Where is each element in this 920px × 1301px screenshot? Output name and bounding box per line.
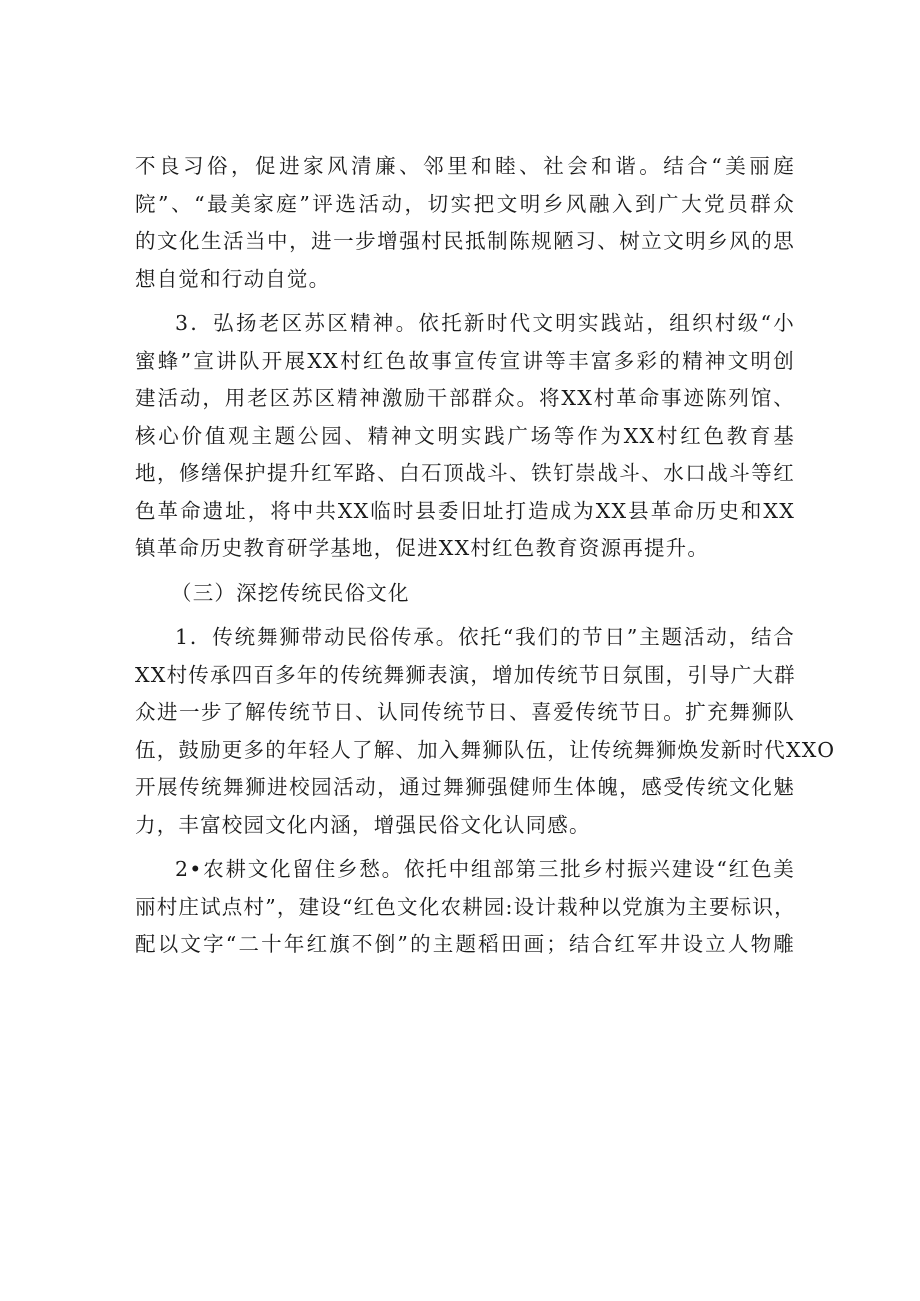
paragraph-1 bbox=[135, 148, 795, 298]
paragraph-line: XX村传承四百多年的传统舞狮表演，增加传统节日氛围，引导广大群 bbox=[135, 662, 796, 687]
paragraph-line: 伍，鼓励更多的年轻人了解、加入舞狮队伍，让传统舞狮焕发新时代XXO bbox=[135, 737, 836, 762]
paragraph-line: 配以文字“二十年红旗不倒”的主题稻田画；结合红军井设立人物雕 bbox=[135, 932, 795, 956]
paragraph-line: 蜜蜂”宣讲队开展XX村红色故事宣传宣讲等丰富多彩的精神文明创 bbox=[135, 348, 795, 373]
paragraph-3 bbox=[135, 619, 836, 844]
paragraph-line: 的文化生活当中，进一步增强村民抵制陈规陋习、树立文明乡风的思 bbox=[135, 229, 795, 253]
paragraph-line: 丽村庄试点村”，建设“红色文化农耕园:设计栽种以党旗为主要标识， bbox=[135, 894, 796, 919]
document-page bbox=[135, 148, 836, 964]
paragraph-line: 想自觉和行动自觉。 bbox=[135, 266, 331, 291]
paragraph-line: 不良习俗，促进家风清廉、邻里和睦、社会和谐。结合“美丽庭 bbox=[135, 154, 795, 178]
paragraph-line: 开展传统舞狮进校园活动，通过舞狮强健师生体魄，感受传统文化魅 bbox=[135, 775, 795, 799]
paragraph-line: 3．弘扬老区苏区精神。依托新时代文明实践站，组织村级“小 bbox=[175, 311, 795, 335]
paragraph-4 bbox=[135, 851, 795, 964]
paragraph-line: 建活动，用老区苏区精神激励干部群众。将XX村革命事迹陈列馆、 bbox=[135, 386, 795, 410]
section-heading: （三）深挖传统民俗文化 bbox=[171, 580, 410, 605]
paragraph-line: 镇革命历史教育研学基地，促进XX村红色教育资源再提升。 bbox=[135, 536, 710, 560]
paragraph-line: 众进一步了解传统节日、认同传统节日、喜爱传统节日。扩充舞狮队 bbox=[135, 700, 795, 724]
paragraph-line: 核心价值观主题公园、精神文明实践广场等作为XX村红色教育基 bbox=[135, 423, 795, 448]
paragraph-line: 地，修缮保护提升红军路、白石顶战斗、铁钉崇战斗、水口战斗等红 bbox=[135, 461, 795, 485]
paragraph-line: 色革命遗址，将中共XX临时县委旧址打造成为XX县革命历史和XX bbox=[135, 498, 795, 523]
paragraph-line: 力，丰富校园文化内涵，增强民俗文化认同感。 bbox=[135, 812, 591, 837]
paragraph-line: 院”、“最美家庭”评选活动，切实把文明乡风融入到广大党员群众 bbox=[135, 191, 795, 216]
paragraph-2 bbox=[135, 305, 795, 568]
paragraph-line: 2•农耕文化留住乡愁。依托中组部第三批乡村振兴建设“红色美 bbox=[175, 857, 795, 881]
paragraph-line: 1．传统舞狮带动民俗传承。依托“我们的节日”主题活动，结合 bbox=[175, 625, 795, 649]
